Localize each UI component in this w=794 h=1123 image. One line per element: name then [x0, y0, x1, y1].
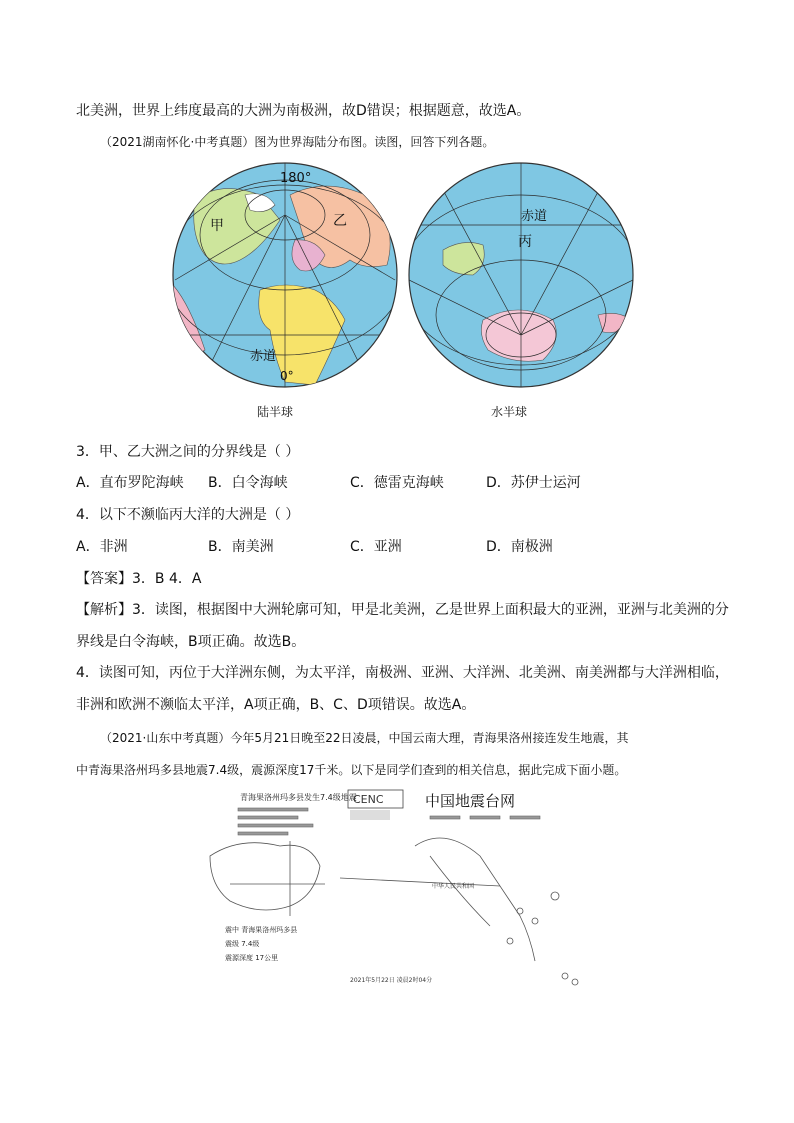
water-hemisphere-map — [403, 160, 643, 420]
quake-footer: 2021年5月22日 凌晨2时04分 — [350, 977, 433, 984]
quake-legend-3: 震源深度 17公里 — [225, 954, 279, 962]
text-line-1: 北美洲，世界上纬度最高的大洲为南极洲，故D错误；根据题意，故选A。 — [76, 103, 531, 119]
water-hemisphere-figure — [403, 160, 643, 420]
quake-legend-1: 震中 青海果洛州玛多县 — [225, 926, 298, 934]
quake-right-title: 中国地震台网 — [425, 792, 516, 810]
question-intro-shandong-1: （2021·山东中考真题）今年5月21日晚至22日凌晨，中国云南大理，青海果洛州接连发生地震，其 — [100, 731, 629, 745]
q3-option-b[interactable]: B．白令海峡 — [208, 475, 288, 491]
q3-option-d[interactable]: D．苏伊士运河 — [486, 475, 581, 491]
label-yi: 乙 — [333, 213, 347, 229]
quake-legend-2: 震级 7.4级 — [225, 940, 260, 948]
analysis-line-2: 界线是白令海峡，B项正确。故选B。 — [76, 634, 306, 650]
question-intro-hunan: （2021湖南怀化·中考真题）图为世界海陆分布图。读图，回答下列各题。 — [100, 135, 495, 149]
quake-left-title: 青海果洛州玛多县发生7.4级地震 — [240, 793, 357, 802]
water-hemisphere-caption: 水半球 — [491, 405, 528, 419]
label-bing: 丙 — [518, 234, 532, 250]
lon-180-label: 180° — [280, 171, 312, 186]
q3-option-a[interactable]: A．直布罗陀海峡 — [76, 475, 184, 491]
land-hemisphere-map — [165, 160, 405, 420]
earthquake-info-figure — [200, 786, 600, 992]
analysis-line-4: 非洲和欧洲不濒临太平洋，A项正确，B、C、D项错误。故选A。 — [76, 697, 476, 713]
equator-label: 赤道 — [250, 349, 277, 364]
q4-option-c[interactable]: C．亚洲 — [350, 539, 402, 555]
equator-label-2: 赤道 — [521, 209, 548, 224]
earthquake-info-image — [200, 786, 600, 992]
land-hemisphere-caption: 陆半球 — [257, 405, 294, 419]
answer-line: 【答案】3．B 4．A — [76, 571, 202, 587]
cenc-logo-text: CENC — [353, 793, 384, 806]
question-intro-shandong-2: 中青海果洛州玛多县地震7.4级，震源深度17千米。以下是同学们查到的相关信息，据此完成下面小题。 — [76, 763, 627, 777]
land-hemisphere-figure — [165, 160, 405, 420]
analysis-line-3: 4．读图可知，丙位于大洋洲东侧，为太平洋，南极洲、亚洲、大洋洲、北美洲、南美洲都与大洋洲相临， — [76, 665, 729, 681]
question-3: 3．甲、乙大洲之间的分界线是（ ） — [76, 444, 300, 460]
question-4: 4．以下不濒临丙大洋的大洲是（ ） — [76, 507, 300, 523]
lon-zero-label: 0° — [280, 369, 294, 383]
analysis-line-1: 【解析】3．读图，根据图中大洲轮廓可知，甲是北美洲，乙是世界上面积最大的亚洲，亚洲与北美洲的分 — [76, 602, 729, 618]
label-jia: 甲 — [210, 218, 224, 234]
q3-option-c[interactable]: C．德雷克海峡 — [350, 475, 444, 491]
quake-map-label: 中华人民共和国 — [432, 883, 475, 890]
q4-option-a[interactable]: A．非洲 — [76, 539, 128, 555]
q4-option-b[interactable]: B．南美洲 — [208, 539, 274, 555]
q4-option-d[interactable]: D．南极洲 — [486, 539, 553, 555]
